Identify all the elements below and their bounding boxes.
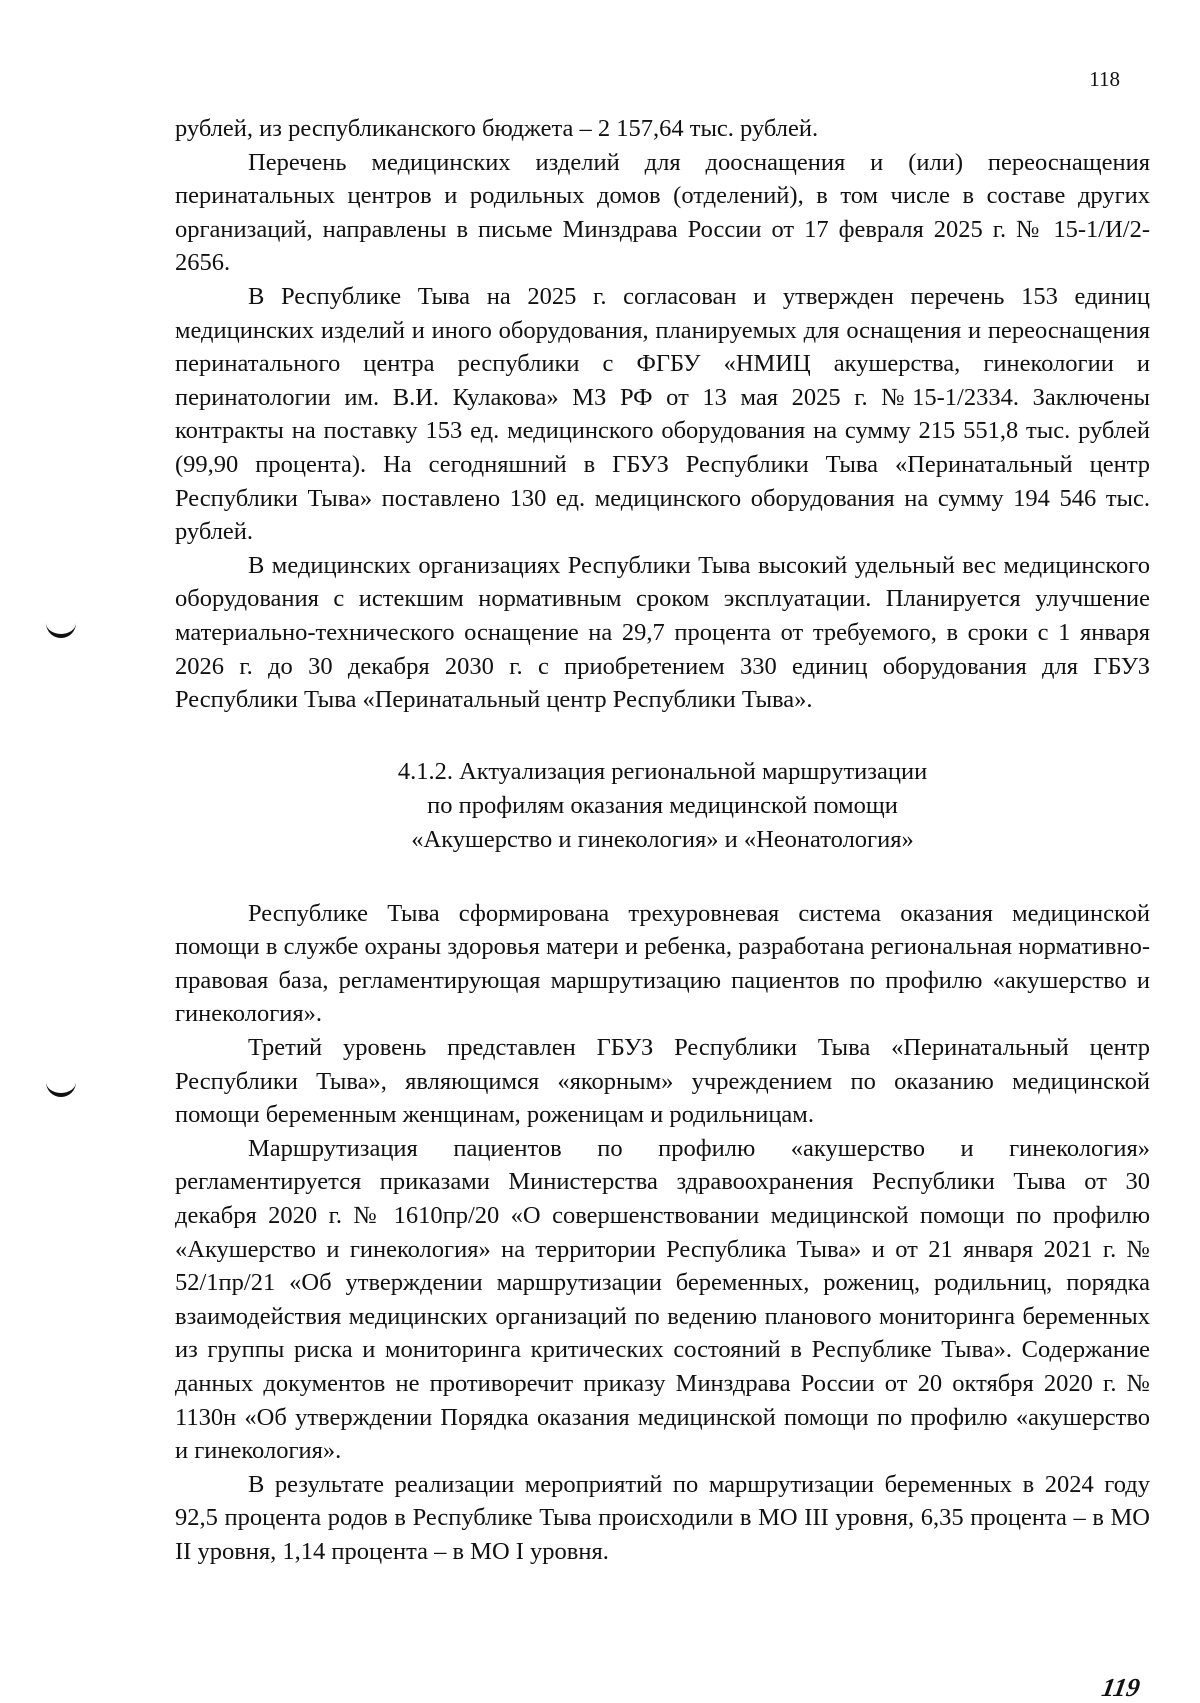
paragraph: В Республике Тыва на 2025 г. согласован и утвержден перечень 153 единиц медицинских изделий и иного оборудования, планируемых для оснащения и переоснащения перинатального центра республики с ФГБУ «НМИЦ акушерства, гинекологии и перинатологии им. В.И. Кулакова» МЗ РФ от 13 мая 2025 г. №15-1/2334. Заключены контракты на поставку 153 ед. медицинского оборудования на сумму 215 551,8 тыс. рублей (99,90 процента). На сегодняшний в ГБУЗ Республики Тыва «Перинатальный центр Республики Тыва» поставлено 130 ед. медицинского оборудования на сумму 194 546 тыс. рублей. xyxy=(175,282,1150,546)
page-number: 118 xyxy=(1089,67,1120,91)
section-heading xyxy=(175,755,1150,857)
paragraph: Республике Тыва сформирована трехуровневая система оказания медицинской помощи в службе охраны здоровья матери и ребенка, разработана региональная нормативно-правовая база, регламентирующая маршрутизацию пациентов по профилю «акушерство и гинекология». xyxy=(175,899,1150,1028)
handwritten-page-number: 119 xyxy=(1099,1673,1143,1702)
paragraph: рублей, из республиканского бюджета – 2 157,64 тыс. рублей. xyxy=(175,115,819,142)
document-body xyxy=(175,112,1150,1569)
section-heading-line: 4.1.2. Актуализация региональной маршрутизации xyxy=(397,757,928,785)
section-heading-line: «Акушерство и гинекология» и «Неонатология» xyxy=(411,825,914,853)
margin-mark xyxy=(46,1081,76,1097)
paragraph: Третий уровень представлен ГБУЗ Республики Тыва «Перинатальный центр Республики Тыва», являющимся «якорным» учреждением по оказанию медицинской помощи беременным женщинам, роженицам и родильницам. xyxy=(175,1034,1150,1129)
paragraph: В результате реализации мероприятий по маршрутизации беременных в 2024 году 92,5 процента родов в Республике Тыва происходили в МО III уровня, 6,35 процента – в МО II уровня, 1,14 процента – в МО I уровня. xyxy=(175,1470,1150,1565)
paragraph: Перечень медицинских изделий для дооснащения и (или) переоснащения перинатальных центров и родильных домов (отделений), в том числе в составе других организаций, направлены в письме Минздрава России от 17 февраля 2025 г. № 15-1/И/2-2656. xyxy=(175,148,1150,277)
paragraph: В медицинских организациях Республики Тыва высокий удельный вес медицинского оборудования с истекшим нормативным сроком эксплуатации. Планируется улучшение материально-технического оснащение на 29,7 процента от требуемого, в сроки с 1 января 2026 г. до 30 декабря 2030 г. с приобретением 330 единиц оборудования для ГБУЗ Республики Тыва «Перинатальный центр Республики Тыва». xyxy=(175,551,1150,714)
section-heading-line: по профилям оказания медицинской помощи xyxy=(427,791,898,819)
margin-mark xyxy=(46,622,76,638)
paragraph: Маршрутизация пациентов по профилю «акушерство и гинекология» регламентируется приказами Министерства здравоохранения Республики Тыва от 30 декабря 2020 г. № 1610пр/20 «О совершенствовании медицинской помощи по профилю «Акушерство и гинекология» на территории Республика Тыва» и от 21 января 2021 г. № 52/1пр/21 «Об утверждении маршрутизации беременных, рожениц, родильниц, порядка взаимодействия медицинских организаций по ведению планового мониторинга беременных из группы риска и мониторинга критических состояний в Республике Тыва». Содержание данных документов не противоречит приказу Минздрава России от 20 октября 2020 г. № 1130н «Об утверждении Порядка оказания медицинской помощи по профилю «акушерство и гинекология». xyxy=(175,1134,1150,1465)
